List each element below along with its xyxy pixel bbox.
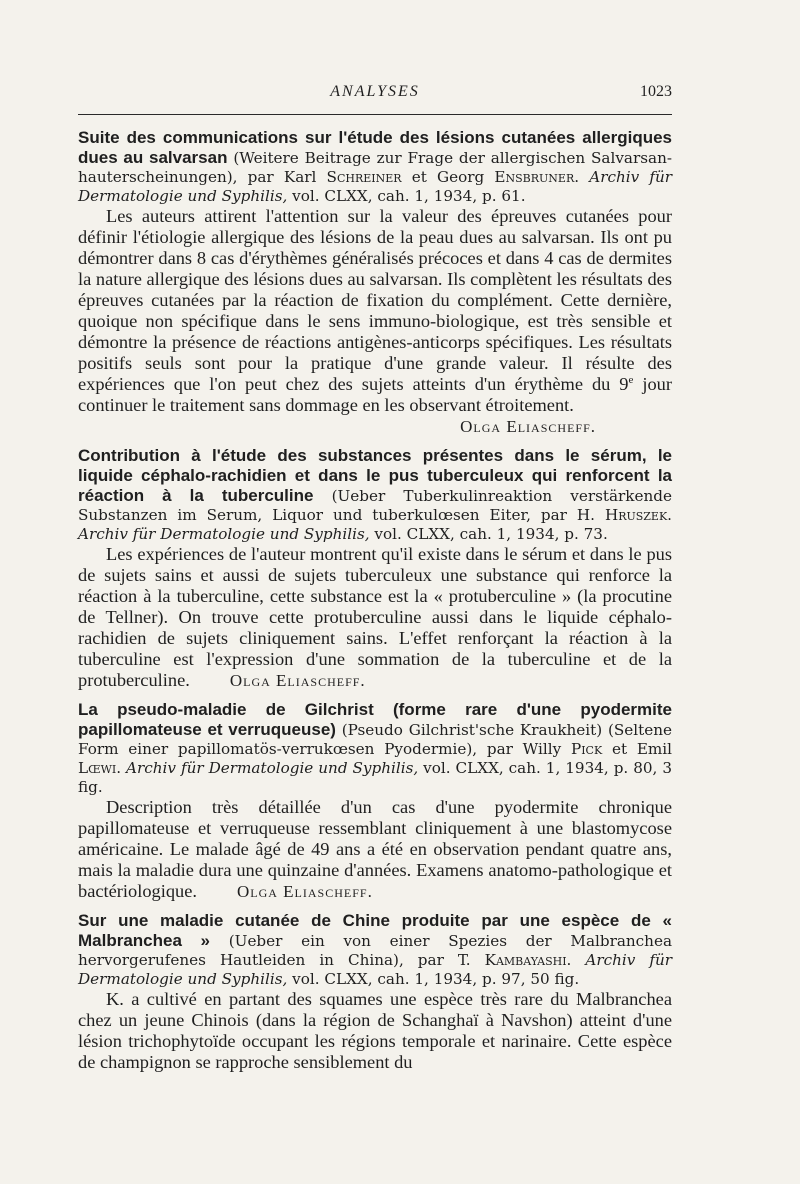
article-2-citation: vol. CLXX, cah. 1, 1934, p. 73. (374, 525, 608, 543)
article-3-journal: Archiv für Dermatologie und Syphilis, (126, 759, 419, 777)
article-2-body (78, 544, 672, 691)
article-1-heading (78, 128, 672, 206)
article-2 (78, 446, 672, 700)
article-3-author-2: Lœwi. (78, 759, 122, 777)
article-1-author-2: Ensbruner. (494, 168, 580, 186)
article-1-original-title: (Weitere Beitrage zur Frage der allergischen Salvarsan-hauterscheinungen), par Karl (78, 149, 673, 186)
article-3-signature: Olga Eliascheff. (236, 882, 373, 901)
article-1-author-1: Schreiner (326, 168, 402, 186)
page-number: 1023 (640, 83, 672, 100)
spacer (78, 902, 672, 911)
article-2-body-text: Les expériences de l'auteur montrent qu'il existe dans le sérum et dans le pus de sujets sains et aussi de sujets tuberculeux une substance qui renforce la réaction à la tuberculine, cette substance est la « protuberculine » (la procutine de Tellner). On trouve cette protuberculine aussi dans le liquide céphalo-rachidien de sujets cliniquement sains. L'effet renforçant la réaction à la tuberculine est l'expression d'une sommation de la tuberculine et de la protuberculine. (78, 544, 672, 690)
article-1-body-end: jour continuer le traitement sans dommage en les observant étroitement. (78, 374, 672, 415)
article-2-author-1: Hruszek. (604, 506, 673, 524)
article-4-journal: Archiv für Dermatologie und Syphilis, (78, 951, 673, 988)
article-4-heading (78, 911, 672, 989)
article-3-body (78, 797, 672, 902)
article-1-citation: vol. CLXX, cah. 1, 1934, p. 61. (292, 187, 526, 205)
article-4-original-title: (Ueber ein von einer Spezies der Malbranchea hervorgerufenes Hautleiden in China), par T. (78, 932, 673, 969)
running-title: ANALYSES (330, 83, 420, 100)
article-3-original-title: (Pseudo Gilchrist'sche Kraukheit) (Seltene Form einer papillomatös-verrukœsen Pyodermie), par Willy (78, 721, 673, 758)
article-1-title: Suite des communications sur l'étude des lésions cutanées allergiques dues au salvarsan (78, 128, 672, 167)
article-3-heading (78, 700, 672, 797)
article-3-body-text: Description très détaillée d'un cas d'une pyodermite chronique papillomateuse et verruqueuse ressemblant cliniquement à une blastomycose américaine. Le malade âgé de 49 ans a été en observation pendant quatre ans, mais la maladie dura une quinzaine d'années. Examens anatomo-pathologique et bactériologique. (78, 797, 672, 901)
article-3-author-1: Pick (570, 740, 603, 758)
article-4 (78, 911, 672, 1073)
article-2-heading (78, 446, 672, 544)
article-1-body-superscript: e (628, 373, 634, 386)
article-2-journal: Archiv für Dermatologie und Syphilis, (78, 525, 370, 543)
spacer (78, 691, 672, 700)
article-1-journal: Archiv für Dermatologie und Syphilis, (78, 168, 673, 205)
article-4-title: Sur une maladie cutanée de Chine produite par une espèce de « Malbranchea » (78, 911, 672, 950)
page-header (78, 83, 672, 107)
analyses-content (78, 128, 672, 1073)
article-4-body: K. a cultivé en partant des squames une espèce très rare du Malbranchea chez un jeune Chinois (dans la région de Schanghaï à Navshon) atteint d'une lésion trichophytoïde occupant les régions temporale et narinaire. Cette espèce de champignon se rapproche sensiblement du (78, 989, 672, 1072)
article-1-signature: Olga Eliascheff. (460, 417, 596, 436)
header-rule (78, 114, 672, 115)
article-1-conj: et Georg (411, 168, 485, 186)
article-2-signature: Olga Eliascheff. (229, 671, 366, 690)
article-1-body (78, 206, 672, 416)
article-1 (78, 128, 672, 437)
article-3-conj: et Emil (611, 740, 673, 758)
article-4-citation: vol. CLXX, cah. 1, 1934, p. 97, 50 fig. (292, 970, 580, 988)
article-1-body-text: Les auteurs attirent l'attention sur la valeur des épreuves cutanées pour définir l'étiologie allergique des lésions de la peau dues au salvarsan. Ils ont pu démontrer dans 8 cas d'érythèmes généralisés précoces et dans 4 cas de dermites la nature allergique des lésions dues au salvarsan. Ils complètent les résultats des épreuves cutanées par la réaction de fixation du complément. Cette dernière, quoique non spécifique dans le sens immuno-biologique, est très sensible et démontre la présence de réactions antigènes-anticorps spécifiques. Les résultats positifs seuls sont pour la pratique d'une grande valeur. Il résulte des expériences que l'on peut chez des sujets atteints d'un érythème du 9 (78, 206, 672, 394)
article-3 (78, 700, 672, 911)
article-3-citation: vol. CLXX, cah. 1, 1934, p. 80, 3 fig. (78, 759, 673, 796)
article-2-title: Contribution à l'étude des substances présentes dans le sérum, le liquide céphalo-rachidien et dans le pus tuberculeux qui renforcent la réaction à la tuberculine (78, 446, 672, 505)
article-3-title: La pseudo-maladie de Gilchrist (forme rare d'une pyodermite papillomateuse et verruqueuse) (78, 700, 672, 739)
article-4-author-1: Kambayashi. (484, 951, 572, 969)
article-2-original-title: (Ueber Tuberkulinreaktion verstärkende Substanzen im Serum, Liquor und tuberkulœsen Eiter, par H. (78, 487, 672, 524)
